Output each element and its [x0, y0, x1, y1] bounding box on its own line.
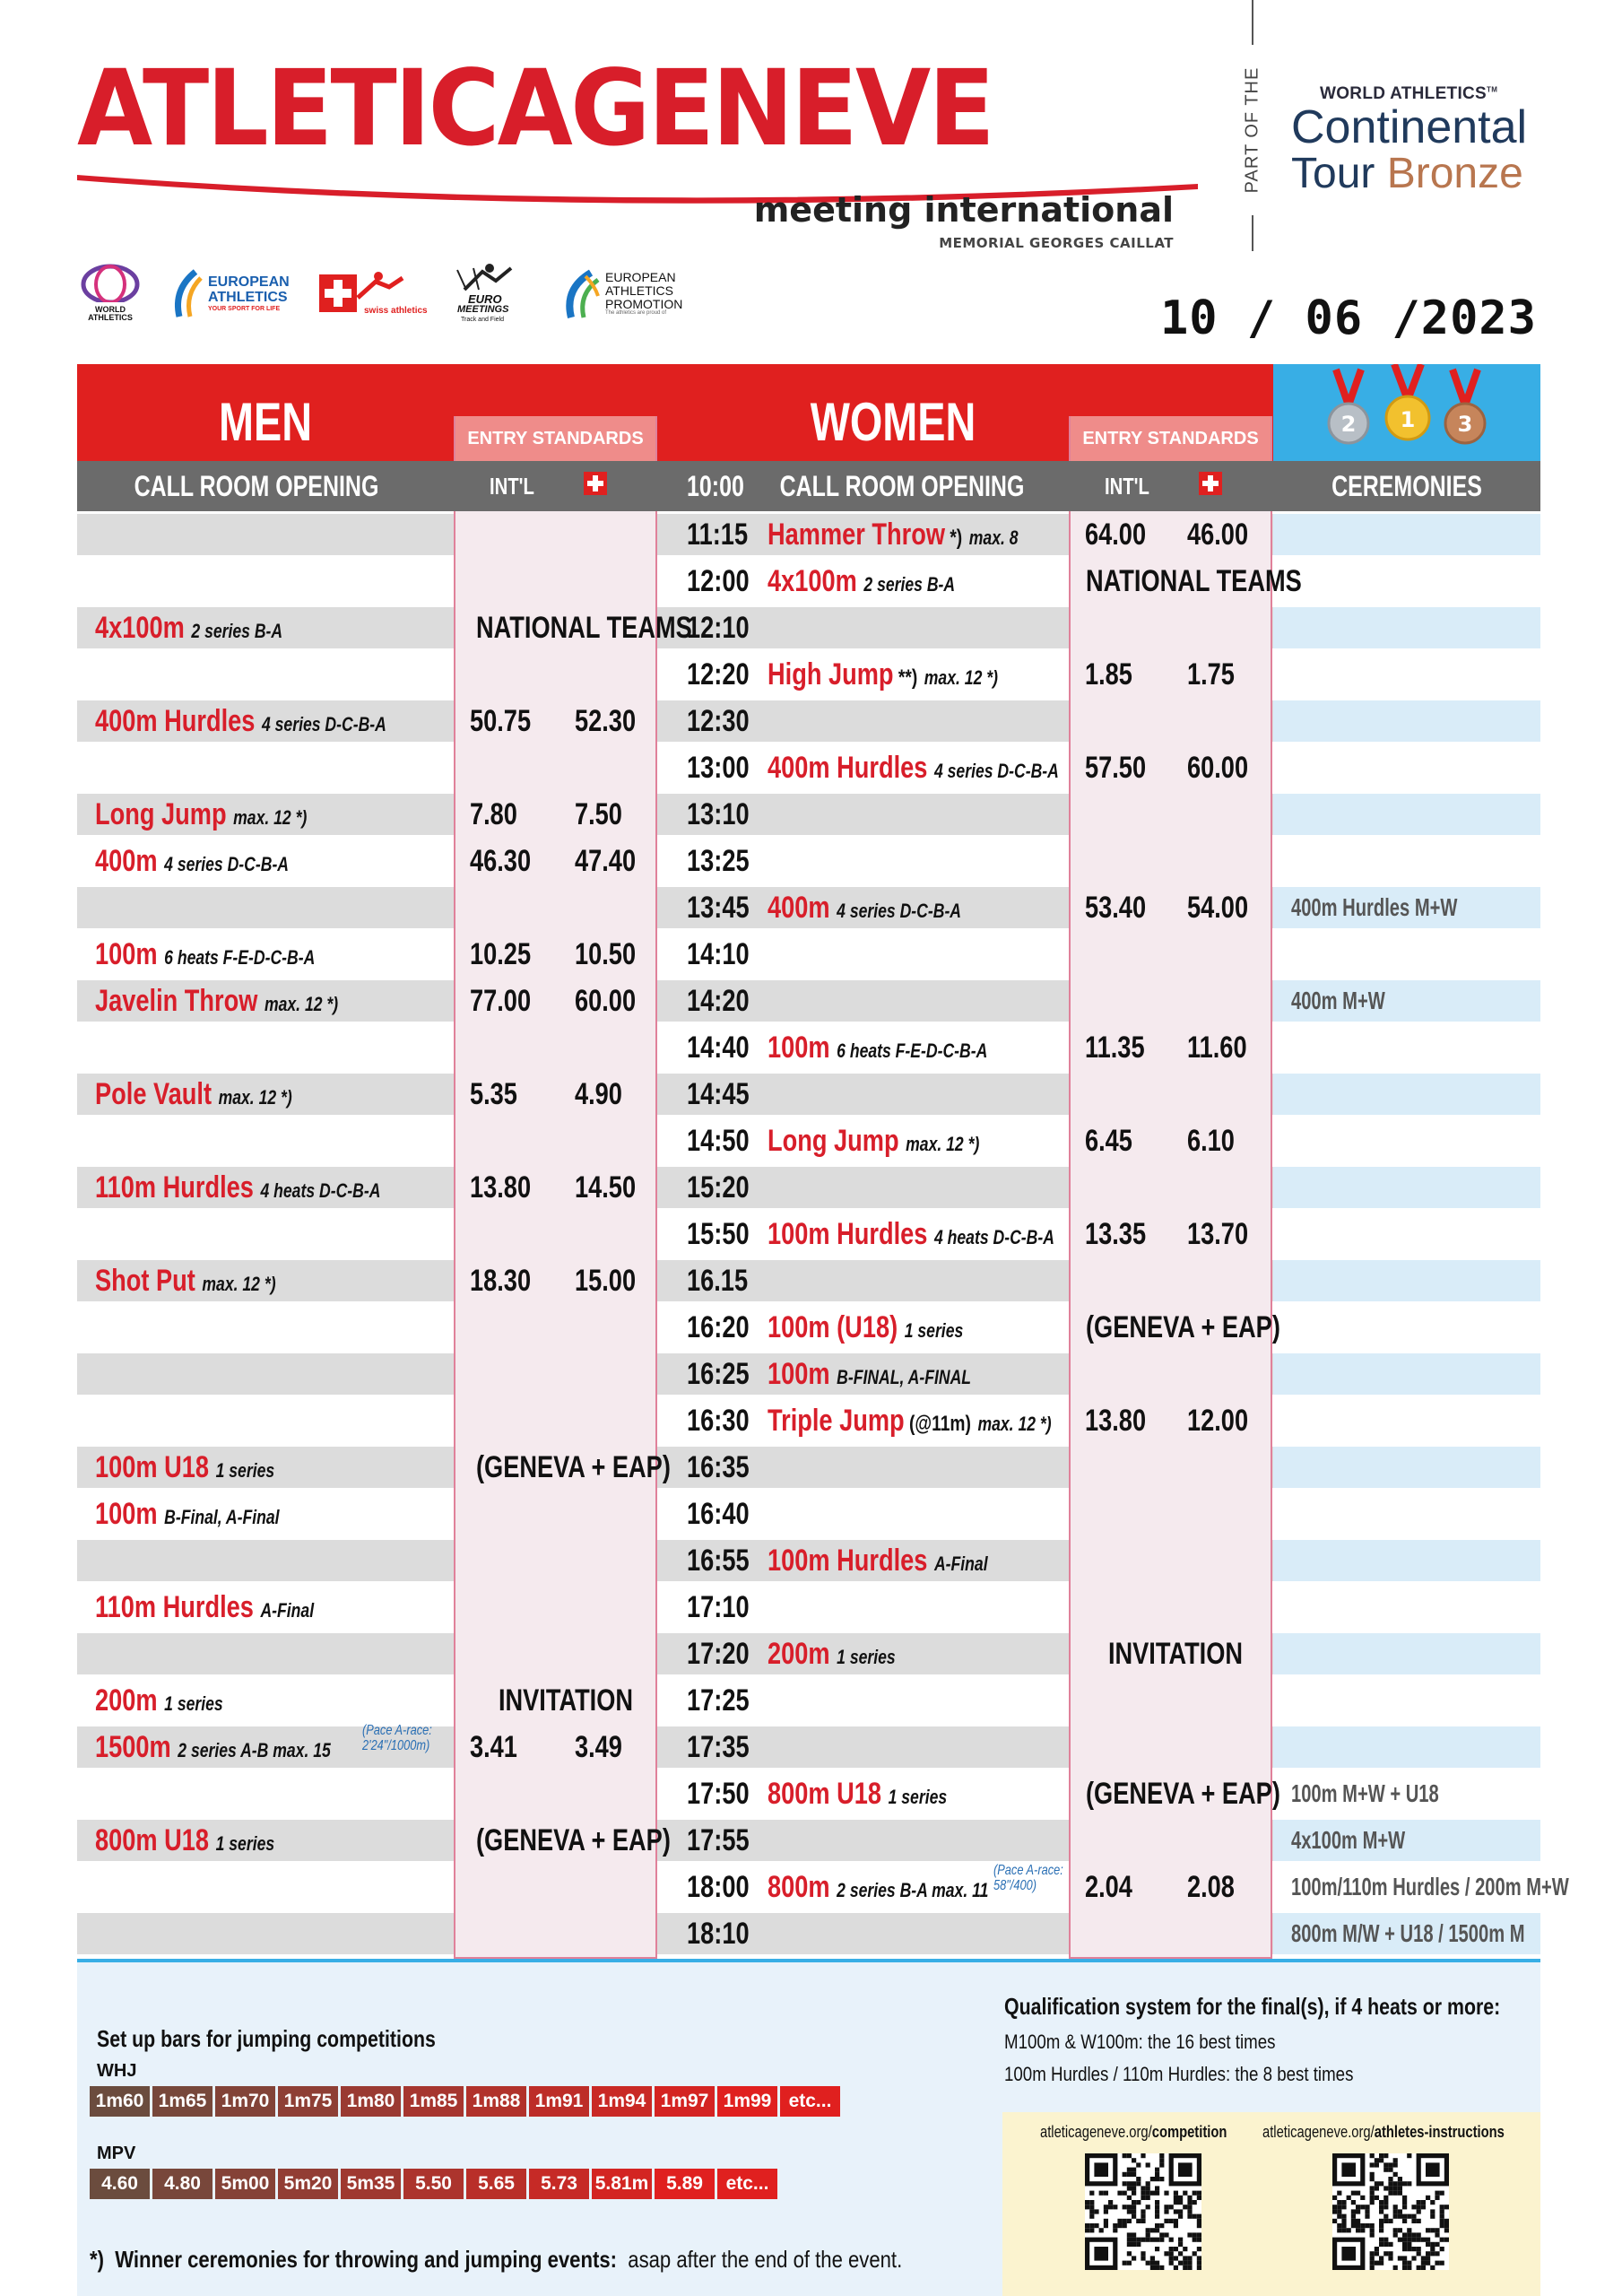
table-row: [77, 651, 1540, 698]
european-athletics-promotion-logo: EUROPEAN ATHLETICS PROMOTION The athletics are proud of: [559, 260, 682, 327]
women-entry-note: (GENEVA + EAP): [1086, 1777, 1280, 1811]
swiss-flag-icon: [584, 472, 607, 495]
women-swiss-standard: 13.70: [1187, 1217, 1249, 1251]
women-intl-standard: 13.35: [1085, 1217, 1147, 1251]
time-slot: 18:00: [687, 1870, 750, 1904]
women-pace-note: (Pace A-race: 58"/400): [993, 1863, 1063, 1893]
table-row: [77, 1631, 1540, 1677]
men-pace-note: (Pace A-race: 2'24"/1000m): [362, 1723, 432, 1753]
women-intl-standard: 13.80: [1085, 1404, 1147, 1438]
table-row: [77, 1770, 1540, 1817]
bar-height-cell: 1m94: [592, 2086, 652, 2117]
women-intl-header: [1069, 461, 1272, 511]
table-row: [77, 1444, 1540, 1491]
time-slot: 17:35: [687, 1730, 750, 1764]
men-event: 110m Hurdles 4 heats D-C-B-A: [95, 1170, 381, 1205]
table-row: [77, 558, 1540, 604]
swiss-flag-icon: [1199, 472, 1222, 495]
women-event: 100m (U18) 1 series: [768, 1310, 964, 1344]
bar-height-cell: 1m65: [152, 2086, 213, 2117]
bar-height-cell: 5.89: [655, 2169, 715, 2199]
table-row: [77, 698, 1540, 744]
time-slot: 15:20: [687, 1170, 750, 1205]
eap-icon: [559, 267, 602, 321]
table-row: [77, 1537, 1540, 1584]
first-time-slot: 10:00: [687, 470, 744, 502]
men-event: 4x100m 2 series B-A: [95, 611, 283, 645]
women-swiss-standard: 6.10: [1187, 1124, 1235, 1158]
time-slot: 17:50: [687, 1777, 750, 1811]
medals-icon: [1273, 364, 1540, 461]
time-slot: 16:35: [687, 1450, 750, 1484]
part-of-divider: [1230, 0, 1275, 260]
women-event: 100m Hurdles 4 heats D-C-B-A: [768, 1217, 1054, 1251]
women-entry-note: NATIONAL TEAMS: [1086, 564, 1302, 598]
time-slot: 12:10: [687, 611, 750, 645]
qualification-line-2: 100m Hurdles / 110m Hurdles: the 8 best times: [1004, 2063, 1354, 2085]
women-event: High Jump **) max. 12 *): [768, 657, 998, 691]
bar-height-cell: 5.73: [529, 2169, 589, 2199]
men-header: MEN: [218, 392, 313, 452]
men-swiss-standard: 47.40: [575, 844, 637, 878]
time-slot: 14:10: [687, 937, 750, 971]
table-row: [77, 1677, 1540, 1724]
time-slot: 16:20: [687, 1310, 750, 1344]
bar-height-cell: 4.60: [90, 2169, 150, 2199]
ceremonies-footnote: *) Winner ceremonies for throwing and jumping events: asap after the end of the event.: [90, 2246, 903, 2273]
table-row: [77, 604, 1540, 651]
bars-title: Set up bars for jumping competitions: [97, 2025, 436, 2052]
men-event: 200m 1 series: [95, 1683, 223, 1718]
euro-meetings-logo: EURO MEETINGS Track and Field: [455, 260, 536, 327]
table-row: [77, 1304, 1540, 1351]
table-row: [77, 1491, 1540, 1537]
ceremony-entry: 4x100m M+W: [1291, 1826, 1406, 1854]
mpv-bar-heights: [90, 2169, 780, 2199]
men-swiss-standard: 4.90: [575, 1077, 622, 1111]
women-event: Triple Jump (@11m) max. 12 *): [768, 1404, 1052, 1438]
men-intl-standard: 5.35: [470, 1077, 517, 1111]
svg-text:3: 3: [1457, 412, 1473, 437]
tour-bronze-label: Tour Bronze: [1291, 150, 1523, 197]
table-row: [77, 1024, 1540, 1071]
european-athletics-logo: EUROPEAN ATHLETICS YOUR SPORT FOR LIFE: [169, 260, 290, 327]
table-row: [77, 1817, 1540, 1864]
time-slot: 13:45: [687, 891, 750, 925]
table-row: [77, 1118, 1540, 1164]
men-entry-note: INVITATION: [498, 1683, 634, 1718]
men-entry-standards-header: ENTRY STANDARDS: [455, 416, 655, 461]
bar-height-cell: 5.50: [403, 2169, 464, 2199]
bar-height-cell: 1m70: [215, 2086, 275, 2117]
time-slot: 16:30: [687, 1404, 750, 1438]
women-intl-standard: 1.85: [1085, 657, 1132, 691]
table-row: [77, 1397, 1540, 1444]
men-event: 800m U18 1 series: [95, 1823, 275, 1857]
women-swiss-standard: 1.75: [1187, 657, 1235, 691]
bar-height-cell: 1m60: [90, 2086, 150, 2117]
time-slot: 11:15: [687, 517, 749, 552]
table-row: [77, 1351, 1540, 1397]
women-event: 800m 2 series B-A max. 11: [768, 1870, 989, 1904]
table-row: [77, 978, 1540, 1024]
women-event: 4x100m 2 series B-A: [768, 564, 956, 598]
women-swiss-standard: 46.00: [1187, 517, 1249, 552]
sub-header-bar: [77, 461, 1540, 511]
bar-height-cell: 5m00: [215, 2169, 275, 2199]
time-slot: 17:25: [687, 1683, 750, 1718]
time-slot: 13:10: [687, 797, 750, 831]
bar-height-cell: 1m75: [278, 2086, 338, 2117]
women-swiss-standard: 12.00: [1187, 1404, 1249, 1438]
women-swiss-standard: 2.08: [1187, 1870, 1235, 1904]
table-row: [77, 884, 1540, 931]
women-event: Long Jump max. 12 *): [768, 1124, 980, 1158]
bar-height-cell: 1m88: [466, 2086, 526, 2117]
meeting-date: 10 / 06 /2023: [1160, 291, 1537, 345]
time-slot: 17:10: [687, 1590, 750, 1624]
memorial-text: MEMORIAL GEORGES CAILLAT: [939, 235, 1174, 251]
world-athletics-globe-icon: [79, 263, 142, 302]
men-event: 110m Hurdles A-Final: [95, 1590, 315, 1624]
men-swiss-standard: 14.50: [575, 1170, 637, 1205]
header-ceremonies-bar: [1273, 364, 1540, 461]
svg-text:2: 2: [1340, 412, 1357, 437]
time-slot: 12:30: [687, 704, 750, 738]
women-header: WOMEN: [810, 392, 976, 452]
bar-height-cell: 1m91: [529, 2086, 589, 2117]
men-event: 400m Hurdles 4 series D-C-B-A: [95, 704, 386, 738]
time-slot: 14:45: [687, 1077, 750, 1111]
men-event: 100m 6 heats F-E-D-C-B-A: [95, 937, 316, 971]
time-slot: 14:50: [687, 1124, 750, 1158]
women-swiss-standard: 54.00: [1187, 891, 1249, 925]
men-swiss-standard: 15.00: [575, 1264, 637, 1298]
table-row: [77, 744, 1540, 791]
bar-height-cell: 1m99: [717, 2086, 777, 2117]
bar-height-cell: 1m85: [403, 2086, 464, 2117]
time-slot: 16:40: [687, 1497, 750, 1531]
men-intl-standard: 10.25: [470, 937, 532, 971]
time-slot: 12:20: [687, 657, 750, 691]
men-event: Pole Vault max. 12 *): [95, 1077, 292, 1111]
women-intl-standard: 53.40: [1085, 891, 1147, 925]
table-row: [77, 1071, 1540, 1118]
women-entry-standards-header: ENTRY STANDARDS: [1071, 416, 1271, 461]
men-event: Javelin Throw max. 12 *): [95, 984, 339, 1018]
men-intl-standard: 13.80: [470, 1170, 532, 1205]
time-slot: 14:20: [687, 984, 750, 1018]
swiss-athletics-logo: swiss athletics: [319, 260, 427, 327]
women-event: 100m 6 heats F-E-D-C-B-A: [768, 1031, 988, 1065]
women-event: 800m U18 1 series: [768, 1777, 948, 1811]
women-intl-label: INT'L: [1105, 473, 1149, 500]
time-slot: 13:00: [687, 751, 750, 785]
table-row: [77, 1584, 1540, 1631]
ceremony-entry: 100m/110m Hurdles / 200m M+W: [1291, 1873, 1569, 1900]
ceremony-entry: 100m M+W + U18: [1291, 1779, 1439, 1807]
continental-label: Continental: [1291, 101, 1528, 153]
whj-bar-heights: [90, 2086, 843, 2117]
euro-meetings-runner-icon: [455, 263, 527, 293]
meeting-subtitle: meeting international: [753, 190, 1174, 230]
women-event: 100m Hurdles A-Final: [768, 1544, 988, 1578]
time-slot: 17:55: [687, 1823, 750, 1857]
women-swiss-standard: 11.60: [1187, 1031, 1247, 1065]
men-intl-standard: 77.00: [470, 984, 532, 1018]
time-slot: 16:25: [687, 1357, 750, 1391]
table-row: [77, 511, 1540, 558]
time-slot: 16:55: [687, 1544, 750, 1578]
table-row: [77, 1863, 1569, 1910]
ceremonies-header: CEREMONIES: [1331, 470, 1482, 502]
bar-height-cell: etc...: [780, 2086, 840, 2117]
time-slot: 18:10: [687, 1917, 750, 1951]
world-athletics-label: WORLD ATHLETICS™: [1320, 84, 1498, 103]
women-event: 400m Hurdles 4 series D-C-B-A: [768, 751, 1059, 785]
time-slot: 14:40: [687, 1031, 750, 1065]
ceremony-entry: 400m M+W: [1291, 987, 1385, 1014]
competition-qr-code-icon[interactable]: [1085, 2153, 1201, 2270]
women-swiss-standard: 60.00: [1187, 751, 1249, 785]
qr-codes-panel: [1002, 2112, 1540, 2296]
men-event: 400m 4 series D-C-B-A: [95, 844, 290, 878]
men-swiss-standard: 10.50: [575, 937, 637, 971]
time-slot: 12:00: [687, 564, 750, 598]
men-intl-standard: 18.30: [470, 1264, 532, 1298]
world-athletics-logo: WORLD ATHLETICS: [79, 260, 142, 327]
table-row: [77, 1164, 1540, 1211]
men-event: 100m B-Final, A-Final: [95, 1497, 280, 1531]
women-intl-standard: 11.35: [1085, 1031, 1145, 1065]
bar-height-cell: 5m20: [278, 2169, 338, 2199]
ceremony-entry: 400m Hurdles M+W: [1291, 893, 1458, 921]
ceremony-entry: 800m M/W + U18 / 1500m M: [1291, 1919, 1525, 1947]
table-row: [77, 1910, 1540, 1957]
men-swiss-standard: 7.50: [575, 797, 622, 831]
bar-height-cell: 4.80: [152, 2169, 213, 2199]
women-intl-standard: 64.00: [1085, 517, 1147, 552]
men-event: 100m U18 1 series: [95, 1450, 275, 1484]
men-intl-standard: 46.30: [470, 844, 532, 878]
women-call-room-header: CALL ROOM OPENING: [779, 470, 1025, 502]
women-intl-standard: 2.04: [1085, 1870, 1132, 1904]
men-event: Shot Put max. 12 *): [95, 1264, 276, 1298]
men-event: 1500m 2 series A-B max. 15: [95, 1730, 331, 1764]
men-intl-standard: 7.80: [470, 797, 517, 831]
athletes-instructions-url[interactable]: atleticageneve.org/athletes-instructions: [1262, 2123, 1505, 2141]
women-entry-note: (GENEVA + EAP): [1086, 1310, 1280, 1344]
table-row: [77, 838, 1540, 884]
women-event: 400m 4 series D-C-B-A: [768, 891, 962, 925]
meeting-logo-title: ATLETICAGENEVE: [77, 47, 993, 170]
men-swiss-standard: 3.49: [575, 1730, 622, 1764]
men-intl-standard: 3.41: [470, 1730, 517, 1764]
women-intl-standard: 57.50: [1085, 751, 1147, 785]
men-intl-label: INT'L: [490, 473, 534, 500]
bar-height-cell: 5.65: [466, 2169, 526, 2199]
men-call-room-header: CALL ROOM OPENING: [134, 470, 379, 502]
qualification-line-1: M100m & W100m: the 16 best times: [1004, 2031, 1276, 2053]
mpv-label: MPV: [97, 2144, 136, 2163]
men-intl-header: [454, 461, 657, 511]
time-slot: 13:25: [687, 844, 750, 878]
sponsor-logos: [79, 260, 707, 332]
part-of-text: PART OF THE: [1242, 66, 1262, 194]
women-event: 200m 1 series: [768, 1637, 896, 1671]
men-intl-standard: 50.75: [470, 704, 532, 738]
time-slot: 16.15: [687, 1264, 749, 1298]
bar-height-cell: 5.81m: [592, 2169, 652, 2199]
table-row: [77, 1257, 1540, 1304]
competition-url[interactable]: atleticageneve.org/competition: [1040, 2123, 1227, 2141]
bar-height-cell: etc...: [717, 2169, 777, 2199]
table-row: [77, 931, 1540, 978]
bar-height-cell: 5m35: [341, 2169, 401, 2199]
whj-label: WHJ: [97, 2061, 137, 2081]
men-swiss-standard: 60.00: [575, 984, 637, 1018]
men-entry-note: (GENEVA + EAP): [476, 1450, 671, 1484]
svg-text:1: 1: [1400, 407, 1416, 432]
bar-height-cell: 1m97: [655, 2086, 715, 2117]
men-event: Long Jump max. 12 *): [95, 797, 308, 831]
qualification-title: Qualification system for the final(s), if 4 heats or more:: [1004, 1993, 1501, 2020]
table-row: [77, 1211, 1540, 1257]
men-swiss-standard: 52.30: [575, 704, 637, 738]
european-athletics-icon: [169, 267, 204, 321]
runner-icon: [353, 271, 407, 307]
swiss-cross-icon: [319, 274, 357, 312]
women-intl-standard: 6.45: [1085, 1124, 1132, 1158]
instructions-qr-code-icon[interactable]: [1332, 2153, 1449, 2270]
bar-height-cell: 1m80: [341, 2086, 401, 2117]
men-entry-note: (GENEVA + EAP): [476, 1823, 671, 1857]
time-slot: 15:50: [687, 1217, 750, 1251]
table-row: [77, 791, 1540, 838]
time-slot: 17:20: [687, 1637, 750, 1671]
women-event: Hammer Throw *) max. 8: [768, 517, 1019, 552]
footer-divider: [77, 1959, 1540, 1962]
table-row: [77, 1724, 1540, 1770]
women-event: 100m B-FINAL, A-FINAL: [768, 1357, 972, 1391]
women-entry-note: INVITATION: [1107, 1637, 1244, 1671]
men-entry-note: NATIONAL TEAMS: [476, 611, 692, 645]
